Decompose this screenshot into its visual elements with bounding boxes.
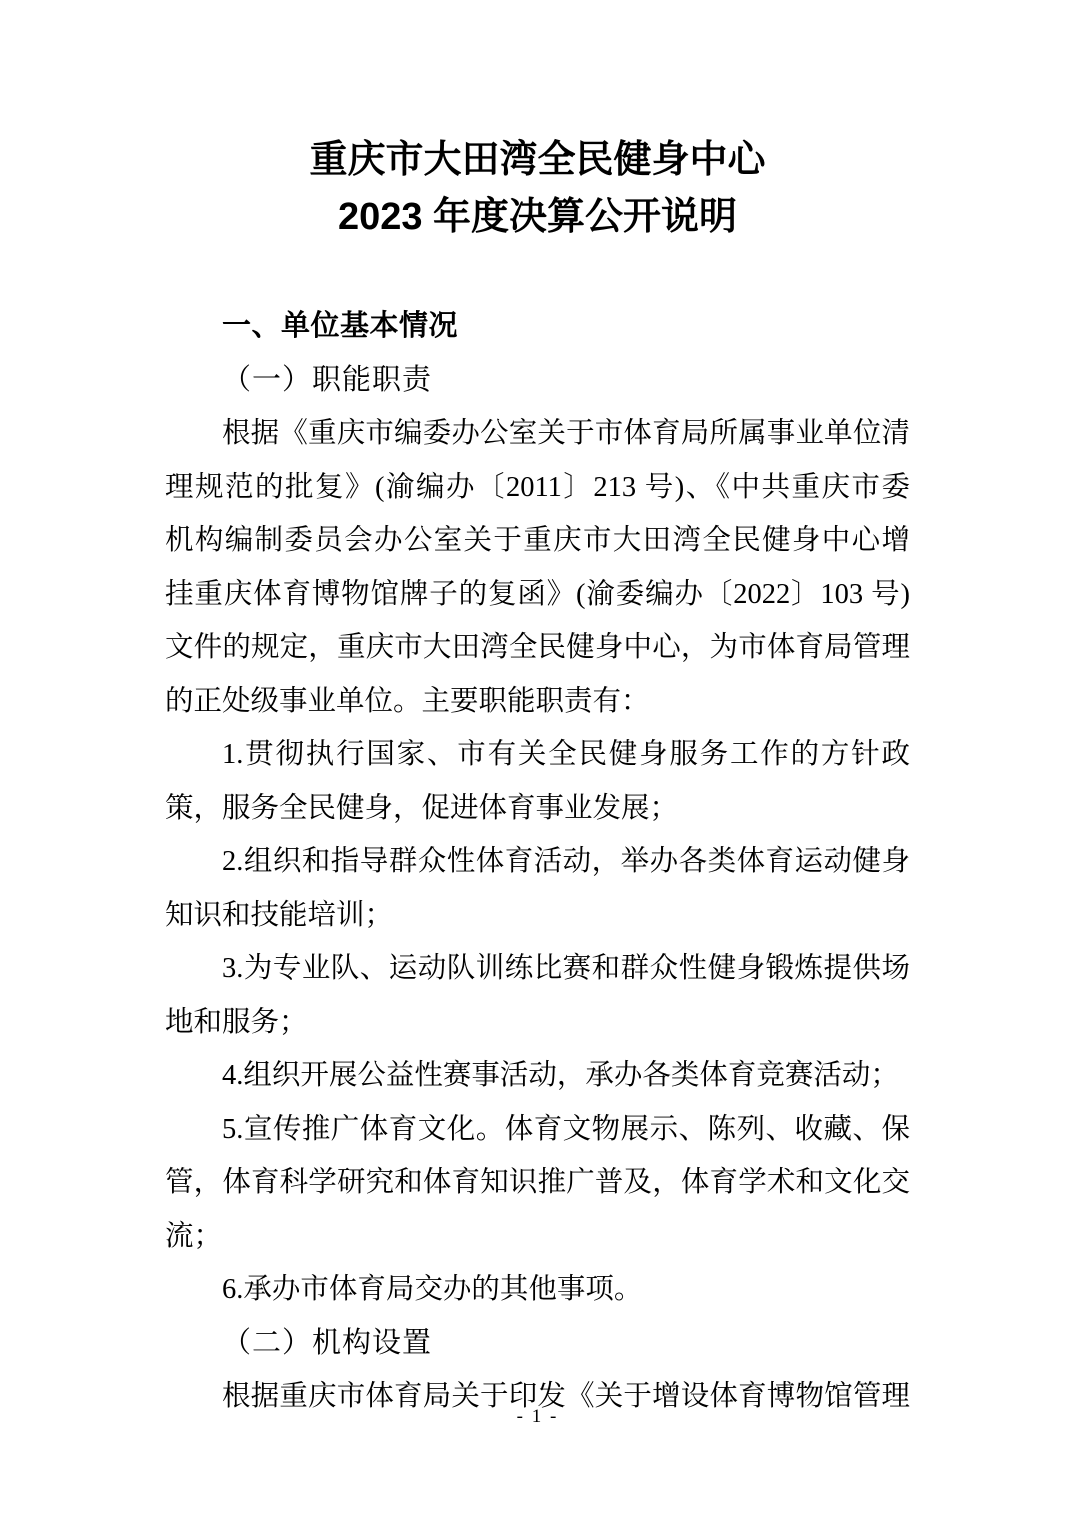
body-line: 文件的规定，重庆市大田湾全民健身中心，为市体育局管理	[165, 632, 910, 663]
body-line: 4.组织开展公益性赛事活动，承办各类体育竞赛活动；	[222, 1060, 899, 1091]
body-line: 知识和技能培训；	[165, 899, 394, 931]
body-line: 挂重庆体育博物馆牌子的复函》(渝委编办〔2022〕103 号)	[165, 578, 910, 610]
body-line: 管，体育科学研究和体育知识推广普及，体育学术和文化交	[165, 1167, 910, 1198]
subsection-heading: （一）职能职责	[222, 363, 433, 396]
body-line: 5.宣传推广体育文化。体育文物展示、陈列、收藏、保	[222, 1113, 910, 1145]
body-line: 流；	[165, 1220, 223, 1252]
document-title	[165, 132, 910, 246]
subsection-heading: （二）机构设置	[222, 1326, 433, 1359]
body-line: 机构编制委员会办公室关于重庆市大田湾全民健身中心增	[165, 525, 910, 556]
body-line: 的正处级事业单位。主要职能职责有：	[165, 685, 650, 717]
body-line: 3.为专业队、运动队训练比赛和群众性健身锻炼提供场	[222, 953, 910, 984]
body-line: 2.组织和指导群众性体育活动，举办各类体育运动健身	[222, 846, 910, 877]
document-body	[165, 300, 910, 1424]
section-heading: 一、单位基本情况	[222, 310, 459, 342]
body-line: 6.承办市体育局交办的其他事项。	[222, 1274, 643, 1305]
body-line: 策，服务全民健身，促进体育事业发展；	[165, 792, 679, 824]
body-line: 根据《重庆市编委办公室关于市体育局所属事业单位清	[222, 418, 910, 449]
document-title-line-1: 重庆市大田湾全民健身中心	[309, 139, 766, 181]
body-line: 根据重庆市体育局关于印发《关于增设体育博物馆管理	[222, 1381, 910, 1412]
body-line: 地和服务；	[165, 1006, 308, 1038]
document-title-line-2: 2023 年度决算公开说明	[337, 196, 738, 238]
page-number: - 1 -	[516, 1406, 559, 1427]
body-line: 1.贯彻执行国家、市有关全民健身服务工作的方针政	[222, 739, 910, 770]
body-line: 理规范的批复》(渝编办〔2011〕213 号)、《中共重庆市委	[165, 471, 910, 503]
